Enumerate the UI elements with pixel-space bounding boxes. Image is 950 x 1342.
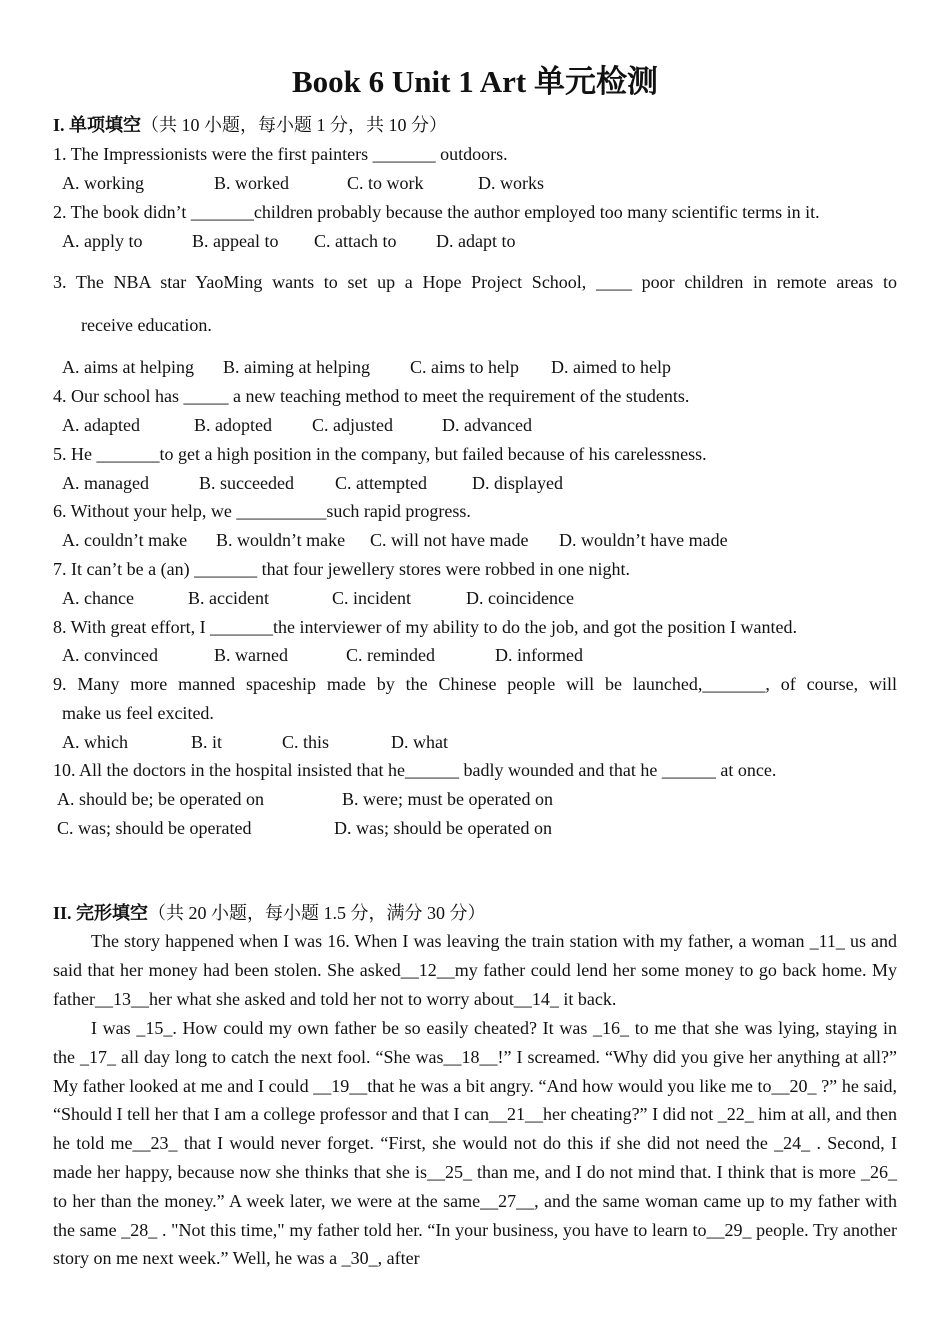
option-a: A. chance	[62, 588, 134, 608]
option-d: D. what	[391, 732, 448, 752]
option-d: D. works	[478, 173, 544, 193]
option-a: A. which	[62, 732, 128, 752]
option-d: D. aimed to help	[551, 357, 671, 377]
question-6: 6. Without your help, we __________such rapid progress.	[53, 501, 471, 521]
option-b: B. worked	[214, 173, 289, 193]
section-1-note: （共 10 小题，每小题 1 分，共 10 分）	[141, 115, 448, 135]
option-d: D. was; should be operated on	[334, 818, 552, 838]
option-b: B. it	[191, 732, 223, 752]
question-6-options	[62, 528, 922, 552]
option-b: B. succeeded	[199, 473, 294, 493]
option-b: B. were; must be operated on	[342, 789, 553, 809]
option-a: A. working	[62, 173, 144, 193]
page-title: Book 6 Unit 1 Art 单元检测	[292, 64, 658, 99]
option-d: D. coincidence	[466, 588, 574, 608]
option-a: A. apply to	[62, 231, 143, 251]
option-c: C. was; should be operated	[57, 818, 252, 838]
option-b: B. wouldn’t make	[216, 530, 346, 550]
option-a: A. adapted	[62, 415, 140, 435]
option-d: D. advanced	[442, 415, 532, 435]
cloze-paragraph-2-text: I was _15_. How could my own father be so easily cheated? It was _16_ to me that she was lying, staying in the _17_ all day long to catch the next fool. “She was__18__!” I screamed. “Why did you give her anything at all?” My father looked at me and I could __19__that he was a bit angry. “And how would you like me to__20_ ?” he said, “Should I tell her that I am a college professor and that I can__21__her cheating?” I did not _22_ him at all, and then he told me__23_ that I would never forget. “First, she would not do this if she did not need the _24_ . Second, I made her happy, because now she thinks that she is__25_ than me, and I do not mind that. I think that is more _26_ to her than the money.” A week later, we were at the same__27__, and the same woman came up to my father with the same _28_ . "Not this time," my father told her. “In your business, you have to learn to__29_ people. Try another story on me next week.” Well, he was a _30_, after	[53, 1018, 897, 1269]
option-b: B. appeal to	[192, 231, 279, 251]
option-b: B. aiming at helping	[223, 357, 370, 377]
option-a: A. should be; be operated on	[57, 789, 264, 809]
question-8-options	[62, 643, 922, 667]
question-3-continued: receive education.	[81, 315, 212, 335]
question-5: 5. He _______to get a high position in the company, but failed because of his carelessness.	[53, 444, 707, 464]
option-c: C. incident	[332, 588, 411, 608]
option-a: A. couldn’t make	[62, 530, 188, 550]
section-1-title: I. 单项填空	[53, 115, 142, 135]
option-d: D. adapt to	[436, 231, 516, 251]
question-4: 4. Our school has _____ a new teaching method to meet the requirement of the students.	[53, 386, 690, 406]
option-a: A. managed	[62, 473, 149, 493]
question-5-options	[62, 471, 922, 495]
cloze-paragraph-1-text: The story happened when I was 16. When I was leaving the train station with my father, a woman _11_ us and said that her money had been stolen. She asked__12__my father could lend her some money to go back home. My father__13__her what she asked and told her not to worry about__14_ it back.	[53, 931, 897, 1009]
question-1-options	[62, 171, 922, 195]
section-1-heading	[53, 113, 447, 137]
option-a: A. convinced	[62, 645, 158, 665]
option-c: C. will not have made	[370, 530, 529, 550]
question-3: 3. The NBA star YaoMing wants to set up a Hope Project School, ____ poor children in remote areas to	[53, 272, 897, 292]
option-c: C. aims to help	[410, 357, 519, 377]
option-c: C. attach to	[314, 231, 397, 251]
section-2-title: II. 完形填空	[53, 903, 149, 923]
option-d: D. informed	[495, 645, 583, 665]
question-9-options	[62, 730, 922, 754]
option-c: C. adjusted	[312, 415, 393, 435]
question-9-continued: make us feel excited.	[62, 703, 214, 723]
question-10: 10. All the doctors in the hospital insisted that he______ badly wounded and that he ______ at once.	[53, 760, 777, 780]
cloze-paragraph-1	[53, 927, 897, 1013]
option-c: C. attempted	[335, 473, 427, 493]
section-2-note: （共 20 小题，每小题 1.5 分，满分 30 分）	[148, 903, 486, 923]
cloze-paragraph-2	[53, 1014, 897, 1273]
option-a: A. aims at helping	[62, 357, 194, 377]
option-c: C. this	[282, 732, 330, 752]
option-d: D. displayed	[472, 473, 563, 493]
question-1: 1. The Impressionists were the first painters _______ outdoors.	[53, 144, 508, 164]
question-9: 9. Many more manned spaceship made by the Chinese people will be launched,_______, of course, will	[53, 674, 897, 694]
section-2-heading	[53, 901, 486, 925]
question-8: 8. With great effort, I _______the interviewer of my ability to do the job, and got the position I wanted.	[53, 617, 797, 637]
option-c: C. reminded	[346, 645, 435, 665]
option-c: C. to work	[347, 173, 424, 193]
question-7: 7. It can’t be a (an) _______ that four jewellery stores were robbed in one night.	[53, 559, 630, 579]
question-2-options	[62, 229, 922, 253]
option-b: B. accident	[188, 588, 269, 608]
option-b: B. adopted	[194, 415, 272, 435]
question-2: 2. The book didn’t _______children probably because the author employed too many scientific terms in it.	[53, 202, 820, 222]
question-10-options-row-1	[57, 787, 917, 811]
question-10-options-row-2	[57, 816, 917, 840]
question-3-options	[62, 355, 922, 379]
question-4-options	[62, 413, 922, 437]
question-7-options	[62, 586, 922, 610]
option-b: B. warned	[214, 645, 288, 665]
option-d: D. wouldn’t have made	[559, 530, 728, 550]
